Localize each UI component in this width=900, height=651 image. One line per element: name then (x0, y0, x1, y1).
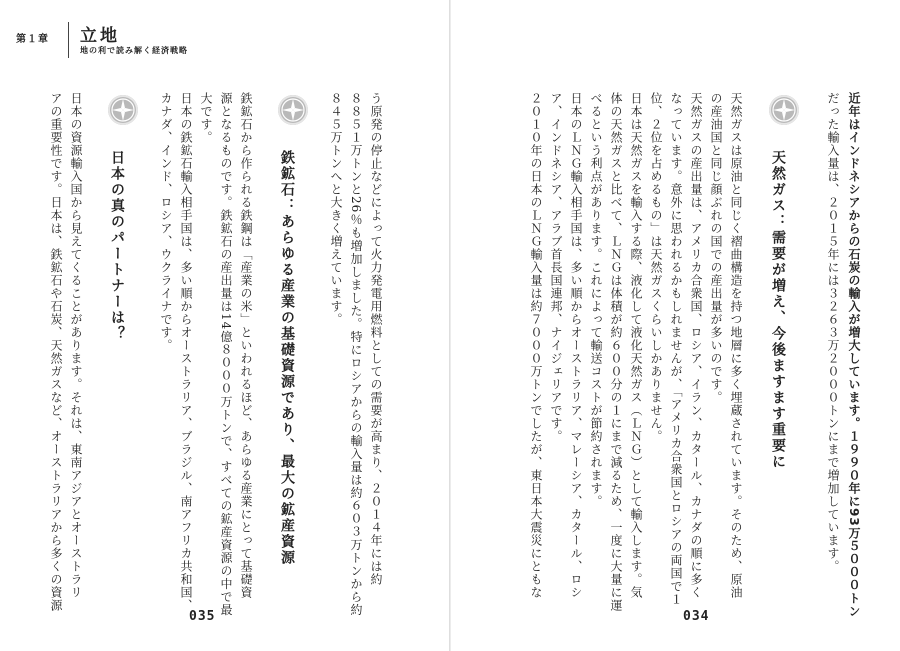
compass-rose-icon (108, 95, 138, 125)
text-column: ８４５万トンへと大きく増えています。 (329, 92, 343, 326)
text-column: なっています。意外に思われるかもしれませんが、「アメリカ合衆国とロシアの両国で１ (669, 92, 683, 606)
chapter-subtitle: 地の利で読み解く経済戦略 (80, 46, 188, 55)
text-column: 近年はインドネシアからの石炭の輸入が増大しています。１９９０年に93万５０００トン (847, 92, 861, 618)
chapter-label: 第１章 (16, 34, 49, 45)
section-heading: 天然ガス：需要が増え、今後ますます重要に (770, 150, 786, 470)
text-column: ８８５１万トンと26％も増加しました。特にロシアからの輸入量は約６０３万トンから約 (349, 92, 363, 617)
text-column: アの重要性です。日本は、鉄鉱石や石炭、天然ガスなど、オーストラリアから多くの資源 (49, 92, 63, 612)
text-column: カナダ、インド、ロシア、ウクライナです。 (159, 92, 173, 352)
compass-rose-icon (769, 95, 799, 125)
text-column: 大です。 (199, 92, 213, 144)
chapter-title: 立地 (80, 26, 120, 46)
text-column: べるという利点があります。これによって輸送コストが節約されます。 (589, 92, 603, 508)
text-column: 日本の鉄鉱石輸入相手国は、多い順からオーストラリア、ブラジル、南アフリカ共和国、 (179, 92, 193, 612)
text-column: ２０１０年の日本のＬＮＧ輸入量は約７０００万トンでしたが、東日本大震災にともな (529, 92, 543, 599)
text-column: 日本は天然ガスを輸入する際、液化して液化天然ガス（ＬＮＧ）として輸入します。気 (629, 92, 643, 599)
page-035 (0, 0, 449, 651)
compass-rose-icon (278, 95, 308, 125)
text-column: う原発の停止などによって火力発電用燃料としての需要が高まり、２０１４年には約 (369, 92, 383, 586)
section-heading: 日本の真のパートナーは？ (109, 150, 125, 342)
text-column: の産油国と同じ顔ぶれの国での産出量が多いのです。 (709, 92, 723, 404)
text-column: 位、２位を占めるもの」は天然ガスくらいしかありません。 (649, 92, 663, 443)
text-column: 日本の資源輸入国から見えてくることがあります。それは、東南アジアとオーストラリ (69, 92, 83, 599)
text-column: ア、インドネシア、アラブ首長国連邦、ナイジェリアです。 (549, 92, 563, 443)
page-number: 035 (189, 609, 216, 624)
page-number: 034 (683, 609, 710, 624)
text-column: 天然ガスは原油と同じく褶曲構造を持つ地層に多く埋蔵されています。そのため、原油 (729, 92, 743, 599)
text-column: 鉄鉱石から作られる鉄鋼は「産業の米」といわれるほど、あらゆる産業にとって基礎資 (239, 92, 253, 599)
page-034 (451, 0, 900, 651)
text-column: 源となるものです。鉄鉱石の産出量は14億８０００万トンで、すべての鉱産資源の中で最 (219, 92, 233, 617)
text-column: だった輸入量は、２０１５年には３２６３万２０００トンにまで増加しています。 (826, 92, 840, 573)
section-heading: 鉄鉱石：あらゆる産業の基礎資源であり、最大の鉱産資源 (279, 150, 295, 566)
text-column: 天然ガスの産出量は、アメリカ合衆国、ロシア、イラン、カタール、カナダの順に多く (689, 92, 703, 599)
text-column: 日本のＬＮＧ輸入相手国は、多い順からオーストラリア、マレーシア、カタール、ロシ (569, 92, 583, 599)
text-column: 体の天然ガスと比べて、ＬＮＧは体積が約６００分の１にまで減るため、一度に大量に運 (609, 92, 623, 612)
